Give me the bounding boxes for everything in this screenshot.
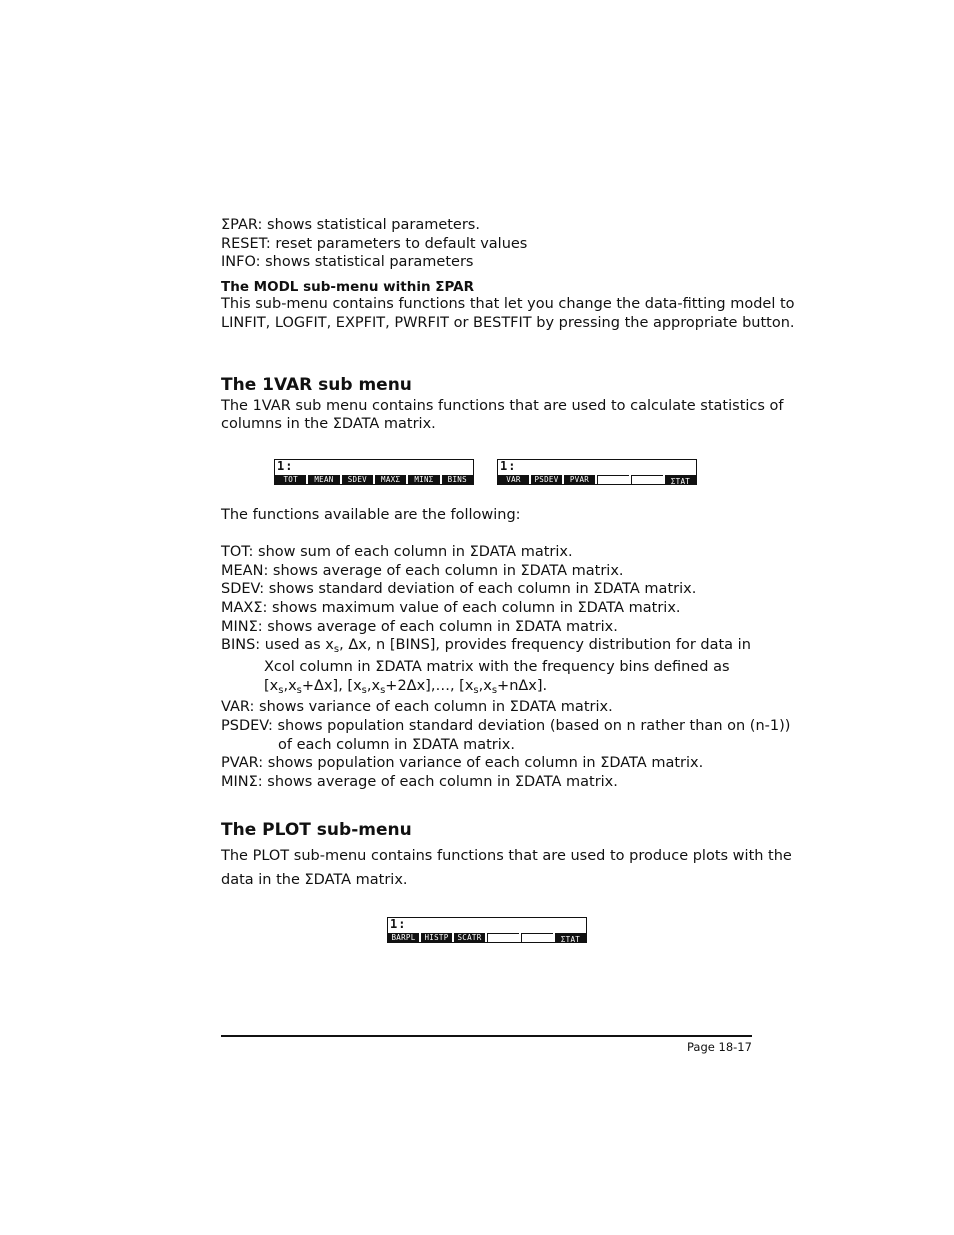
function-min: MINΣ: shows average of each column in ΣDATA matrix. [221,619,618,635]
onevar-text-line-1: The 1VAR sub menu contains functions that are used to calculate statistics of [221,398,784,414]
softkey-barpl[interactable]: BARPL [388,933,419,942]
modl-text-line-2: LINFIT, LOGFIT, EXPFIT, PWRFIT or BESTFIT by pressing the appropriate button. [221,315,795,331]
softkey-empty-4[interactable] [487,933,519,942]
softkey-empty-5[interactable] [521,933,553,942]
softkey-max[interactable]: MAXΣ [375,475,406,484]
function-bins-cont: Xcol column in ΣDATA matrix with the frequency bins defined as [264,659,730,675]
softkey-empty-5[interactable] [631,475,663,484]
softkey-var[interactable]: VAR [498,475,529,484]
function-psdev-cont: of each column in ΣDATA matrix. [278,737,515,753]
calc-screen-1var-page1 [274,459,474,485]
calc-screen-1var-page2 [497,459,697,485]
plot-heading: The PLOT sub-menu [221,820,412,840]
softkey-bins[interactable]: BINS [442,475,473,484]
function-mean: MEAN: shows average of each column in ΣDATA matrix. [221,563,624,579]
softkey-histp[interactable]: HISTP [421,933,452,942]
calc-screen-plot [387,917,587,943]
softkey-min[interactable]: MINΣ [408,475,439,484]
function-psdev: PSDEV: shows population standard deviation (based on n rather than on (n-1)) [221,718,791,734]
softkey-menu [275,475,473,484]
functions-intro: The functions available are the following: [221,507,521,523]
onevar-heading: The 1VAR sub menu [221,375,412,395]
softkey-menu [498,475,696,484]
bins-label: BINS: used as x [221,637,334,653]
plot-text-line-2: data in the ΣDATA matrix. [221,872,408,888]
softkey-scatr[interactable]: SCATR [454,933,485,942]
softkey-sdev[interactable]: SDEV [342,475,373,484]
function-var: VAR: shows variance of each column in ΣDATA matrix. [221,699,613,715]
modl-heading: The MODL sub-menu within ΣPAR [221,279,474,295]
stack-level-1: 1: [500,459,517,473]
plot-text-line-1: The PLOT sub-menu contains functions that are used to produce plots with the [221,848,792,864]
softkey-pvar[interactable]: PVAR [564,475,595,484]
function-pvar: PVAR: shows population variance of each column in ΣDATA matrix. [221,755,704,771]
softkey-mean[interactable]: MEAN [308,475,339,484]
onevar-text-line-2: columns in the ΣDATA matrix. [221,416,436,432]
softkey-menu [388,933,586,942]
intro-line-spar: ΣPAR: shows statistical parameters. [221,217,480,233]
softkey-stat[interactable]: ΣTAT [555,933,586,942]
footer-rule [221,1035,752,1037]
softkey-empty-4[interactable] [597,475,629,484]
function-min-2: MINΣ: shows average of each column in ΣDATA matrix. [221,774,618,790]
intro-line-info: INFO: shows statistical parameters [221,254,474,270]
bins-rest: , Δx, n [BINS], provides frequency distribution for data in [339,637,751,653]
softkey-stat[interactable]: ΣTAT [665,475,696,484]
function-max: MAXΣ: shows maximum value of each column in ΣDATA matrix. [221,600,681,616]
softkey-tot[interactable]: TOT [275,475,306,484]
stack-level-1: 1: [390,917,407,931]
softkey-psdev[interactable]: PSDEV [531,475,562,484]
intro-line-reset: RESET: reset parameters to default values [221,236,528,252]
function-bins: BINS: used as $x_s$, Δx, n [BINS], provides frequency distribution for data in [221,637,751,655]
function-sdev: SDEV: shows standard deviation of each column in ΣDATA matrix. [221,581,697,597]
bins-formula: $[x_s,x_s+\Delta x]$, $[x_s,x_s+2\Delta x],\dots$, $[x_s,x_s+n\Delta x]$. [264,678,548,696]
page-number: Page 18-17 [687,1040,752,1054]
modl-text-line-1: This sub-menu contains functions that let you change the data-fitting model to [221,296,795,312]
function-tot: TOT: show sum of each column in ΣDATA matrix. [221,544,573,560]
stack-level-1: 1: [277,459,294,473]
